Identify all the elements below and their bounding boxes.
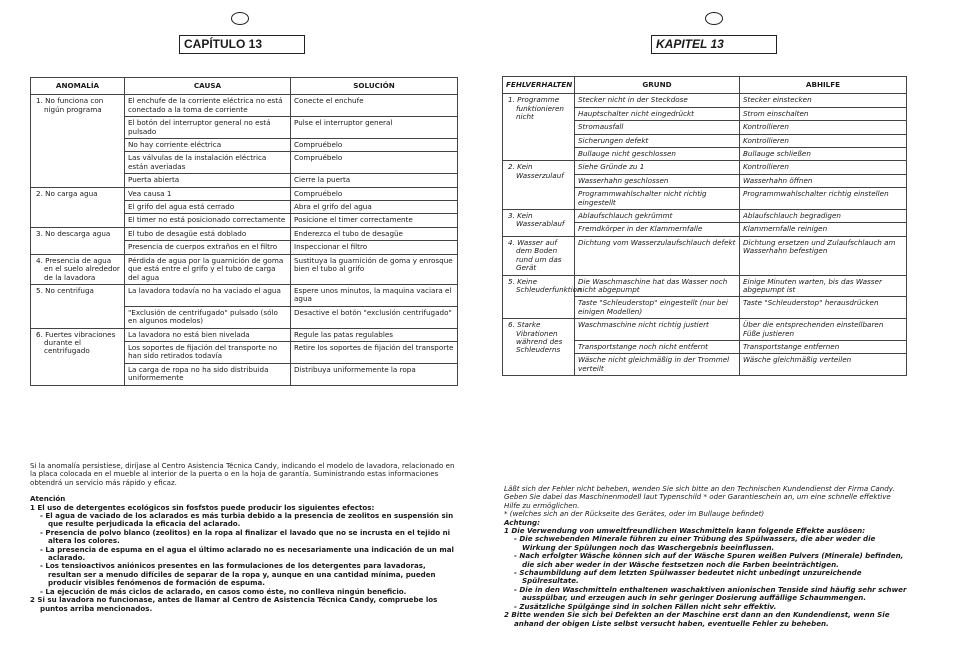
table-header-row [31, 78, 458, 95]
anomaly-cell [31, 227, 125, 254]
solution-cell: Compruébelo [291, 139, 458, 152]
attention-subitem: - Zusätzliche Spülgänge sind in solchen Fällen nicht sehr effektiv. [514, 601, 777, 611]
attention-title: Achtung: [504, 517, 540, 527]
anomaly-label: 6. Starke Vibrationen während des Schleuderns [508, 320, 563, 355]
attention-subitem: - Presencia de polvo blanco (zeolitos) en la ropa al finalizar el lavado que no se incrusta en el tejido ni altera los colores. [40, 527, 451, 546]
solution-cell: Kontrollieren [740, 134, 907, 147]
anomaly-label: 5. Keine Schleuderfunktion [508, 276, 582, 294]
cause-cell: Hauptschalter nicht eingedrückt [575, 107, 740, 120]
cause-cell: Programmwahlschalter nicht richtig eingestellt [575, 188, 740, 210]
solution-cell: Espere unos minutos, la maquina vaciara el agua [291, 284, 458, 306]
solution-cell: Posicione el timer correctamente [291, 214, 458, 227]
attention-item: 2 Si su lavadora no funcionase, antes de llamar al Centro de Asistencia Técnica Candy, compruebe los puntos arriba mencionados. [30, 595, 438, 613]
solution-cell: Einige Minuten warten, bis das Wasser abgepumpt ist [740, 275, 907, 297]
anomaly-cell [31, 187, 125, 227]
cause-cell: El grifo del agua está cerrado [125, 201, 291, 214]
anomaly-label: 3. No descarga agua [36, 228, 111, 238]
cause-cell: Stromausfall [575, 121, 740, 134]
cause-cell: Transportstange noch nicht entfernt [575, 340, 740, 353]
solution-cell: Über die entsprechenden einstellbaren Füße justieren [740, 319, 907, 341]
table-row [503, 94, 907, 107]
chapter-title: CAPÍTULO 13 [179, 35, 305, 54]
cause-cell: Las válvulas de la instalación eléctrica están averiadas [125, 152, 291, 174]
solution-cell: Abra el grifo del agua [291, 201, 458, 214]
anomaly-cell [503, 236, 575, 275]
anomaly-label: 2. No carga agua [36, 188, 98, 198]
anomaly-label: 1. No funciona con nigún programa [36, 96, 104, 114]
cause-cell: Siehe Gründe zu 1 [575, 161, 740, 174]
solution-cell: Stecker einstecken [740, 94, 907, 107]
cause-cell: Wasserhahn geschlossen [575, 174, 740, 187]
solution-cell: Compruébelo [291, 152, 458, 174]
cause-cell: La carga de ropa no ha sido distribuida uniformemente [125, 363, 291, 385]
attention-subitem: - La ejecución de más ciclos de aclarado, en casos como éste, no conlleva ningún beneficio. [40, 586, 407, 596]
solution-cell: Taste "Schleuderstop" herausdrücken [740, 297, 907, 319]
table-row [503, 275, 907, 297]
anomaly-label: 2. Kein Wasserzulauf [508, 162, 564, 180]
table-row [503, 236, 907, 275]
anomaly-label: 4. Wasser auf dem Boden rund um das Gerät [508, 237, 562, 273]
table-row [31, 187, 458, 200]
page-number-oval [705, 12, 723, 25]
notes-es [30, 462, 458, 613]
attention-subitem: - La presencia de espuma en el agua el último aclarado no es necesariamente una indicación de un mal aclarado. [40, 544, 454, 563]
solution-cell: Wäsche gleichmäßig verteilen [740, 354, 907, 376]
anomaly-cell [503, 275, 582, 319]
attention-item: 1 Die Verwendung von umweltfreundlichen Waschmitteln kann folgende Effekte auslösen: [504, 526, 866, 536]
header-cause: CAUSA [125, 78, 291, 95]
attention-title: Atención [30, 494, 66, 504]
table-row [503, 319, 907, 341]
header-cause: GRUND [575, 77, 740, 94]
table-row [503, 161, 907, 174]
header-anomaly: ANOMALÍA [31, 78, 125, 95]
cause-cell: Wäsche nicht gleichmäßig in der Trommel verteilt [575, 354, 740, 376]
table-row [31, 284, 458, 306]
assistance-note: Si la anomalía persistiese, diríjase al Centro Asistencia Técnica Candy, indicando el modelo de lavadora, relacionado en la placa colocada en el mueble al interior de la puerta o en la hoja de garantía. Suministrando estas informaciones obtendrá un servicio más rápido y eficaz. [30, 461, 455, 487]
table-header-row [503, 77, 907, 94]
solution-cell: Wasserhahn öffnen [740, 174, 907, 187]
attention-subitem: - Schaumbildung auf dem letzten Spülwasser bedeutet nicht unbedingt unzureichende Spülresultate. [514, 568, 862, 586]
solution-cell: Kontrollieren [740, 161, 907, 174]
solution-cell: Sustituya la guarnición de goma y enrosque bien el tubo al grifo [291, 254, 458, 284]
attention-subitem: - Nach erfolgter Wäsche können sich auf der Wäsche Spuren weißen Pulvers (Minerale) befinden, die sich aber weder in der Wäsche festsetzen noch die Farben beeinträchtigen. [514, 551, 904, 569]
anomaly-label: 3. Kein Wasserablauf [508, 211, 565, 229]
attention-subitem: - Los tensioactivos aniónicos presentes en las formulaciones de los detergentes para lavadoras, resultan ser a menudo difíciles de separar de la ropa y, aunque en una cantidad mínima, pueden producir visibles fenómenos de formación de espuma. [40, 561, 436, 588]
table-row [31, 254, 458, 284]
anomaly-cell [31, 284, 125, 328]
anomaly-cell [31, 328, 125, 385]
cause-cell: La lavadora todavía no ha vaciado el agua [125, 284, 291, 306]
troubleshooting-table-de [502, 76, 907, 376]
cause-cell: No hay corriente eléctrica [125, 139, 291, 152]
header-solution: SOLUCIÓN [291, 78, 458, 95]
attention-subitem: - El agua de vaciado de los aclarados es más turbia debido a la presencia de zeolitos en suspensión sin que resulte perjudicada la eficacia del aclarado. [40, 511, 454, 529]
solution-cell: Transportstange entfernen [740, 340, 907, 353]
attention-subitem: - Die schwebenden Minerale führen zu einer Trübung des Spülwassers, die aber weder die Wirkung der Spülungen noch das Waschergebnis beeinflussen. [514, 534, 876, 552]
solution-cell: Pulse el interruptor general [291, 117, 458, 139]
cause-cell: El tubo de desagüe está doblado [125, 227, 291, 240]
header-solution: ABHILFE [740, 77, 907, 94]
cause-cell: Fremdkörper in der Klammernfalle [575, 223, 740, 236]
cause-cell: Waschmaschine nicht richtig justiert [575, 319, 740, 341]
table-row [31, 328, 458, 341]
table-row [31, 227, 458, 240]
solution-cell: Ablaufschlauch begradigen [740, 210, 907, 223]
cause-cell: Los soportes de fijación del transporte no han sido retirados todavía [125, 341, 291, 363]
solution-cell: Klammernfalle reinigen [740, 223, 907, 236]
cause-cell: El botón del interruptor general no está pulsado [125, 117, 291, 139]
solution-cell: Strom einschalten [740, 107, 907, 120]
german-page [477, 0, 954, 668]
solution-cell: Bullauge schließen [740, 148, 907, 161]
header-anomaly: FEHLVERHALTEN [503, 77, 575, 94]
anomaly-cell [503, 319, 575, 376]
solution-cell: Regule las patas regulables [291, 328, 458, 341]
cause-cell: Pérdida de agua por la guarnición de goma que está entre el grifo y el tubo de carga del agua [125, 254, 291, 284]
solution-cell: Cierre la puerta [291, 174, 458, 187]
cause-cell: Puerta abierta [125, 174, 291, 187]
cause-cell: Ablaufschlauch gekrümmt [575, 210, 740, 223]
solution-cell: Dichtung ersetzen und Zulaufschlauch am Wasserhahn befestigen [740, 236, 907, 275]
cause-cell: Dichtung vom Wasserzulaufschlauch defekt [575, 236, 740, 275]
anomaly-cell [503, 94, 575, 161]
cause-cell: Taste "Schleuderstop" eingestellt (nur bei einigen Modellen) [575, 297, 740, 319]
assistance-note: Läßt sich der Fehler nicht beheben, wenden Sie sich bitte an den Technischen Kundendienst der Firma Candy. Geben Sie dabei das Maschinenmodell laut Typenschild * oder Garantieschein an, um eine schnelle effektive Hilfe zu ermöglichen. [504, 484, 895, 510]
solution-cell: Retire los soportes de fijación del transporte [291, 341, 458, 363]
anomaly-label: 5. No centrifuga [36, 285, 94, 295]
page-number-oval [231, 12, 249, 25]
cause-cell: Sicherungen defekt [575, 134, 740, 147]
note-footnote: * (welches sich an der Rückseite des Gerätes, oder im Bullauge befindet) [504, 509, 765, 519]
table-row [31, 95, 458, 117]
table-row [503, 210, 907, 223]
anomaly-label: 4. Presencia de agua en el suelo alrededor de la lavadora [36, 255, 120, 282]
solution-cell: Programmwahlschalter richtig einstellen [740, 188, 907, 210]
attention-item: 2 Bitte wenden Sie sich bei Defekten an der Maschine erst dann an den Kundendienst, wenn Sie anhand der obigen Liste selbst versucht haben, eventuelle Fehler zu beheben. [504, 610, 890, 628]
cause-cell: Vea causa 1 [125, 187, 291, 200]
attention-item: 1 El uso de detergentes ecológicos sin fosfstos puede producir los siguientes efectos: [30, 502, 375, 512]
anomaly-cell [503, 210, 575, 237]
cause-cell: Presencia de cuerpos extraños en el filtro [125, 241, 291, 254]
chapter-title: KAPITEL 13 [651, 35, 777, 54]
anomaly-cell [503, 161, 575, 210]
anomaly-label: 1. Programme funktionieren nicht [508, 95, 564, 122]
cause-cell: Die Waschmaschine hat das Wasser noch nicht abgepumpt [575, 275, 740, 297]
solution-cell: Kontrollieren [740, 121, 907, 134]
solution-cell: Desactive el botón "exclusión centrifugado" [291, 306, 458, 328]
cause-cell: "Exclusión de centrifugado" pulsado (sólo en algunos modelos) [125, 306, 291, 328]
attention-subitem: - Die in den Waschmitteln enthaltenen waschaktiven anionischen Tenside sind häufig sehr schwer ausspülbar, und erzeugen auch in sehr geringer Dosierung auffällige Schaummengen. [514, 584, 907, 603]
anomaly-cell [31, 95, 125, 187]
cause-cell: El enchufe de la corriente eléctrica no está conectado a la toma de corriente [125, 95, 291, 117]
cause-cell: Stecker nicht in der Steckdose [575, 94, 740, 107]
solution-cell: Enderezca el tubo de desagüe [291, 227, 458, 240]
anomaly-label: 6. Fuertes vibraciones durante el centrifugado [36, 329, 116, 356]
solution-cell: Conecte el enchufe [291, 95, 458, 117]
solution-cell: Compruébelo [291, 187, 458, 200]
cause-cell: Bullauge nicht geschlossen [575, 148, 740, 161]
solution-cell: Distribuya uniformemente la ropa [291, 363, 458, 385]
cause-cell: El timer no está posicionado correctamente [125, 214, 291, 227]
cause-cell: La lavadora no está bien nivelada [125, 328, 291, 341]
notes-de [504, 485, 909, 628]
solution-cell: Inspeccionar el filtro [291, 241, 458, 254]
anomaly-cell [31, 254, 125, 284]
troubleshooting-table-es [30, 77, 458, 386]
